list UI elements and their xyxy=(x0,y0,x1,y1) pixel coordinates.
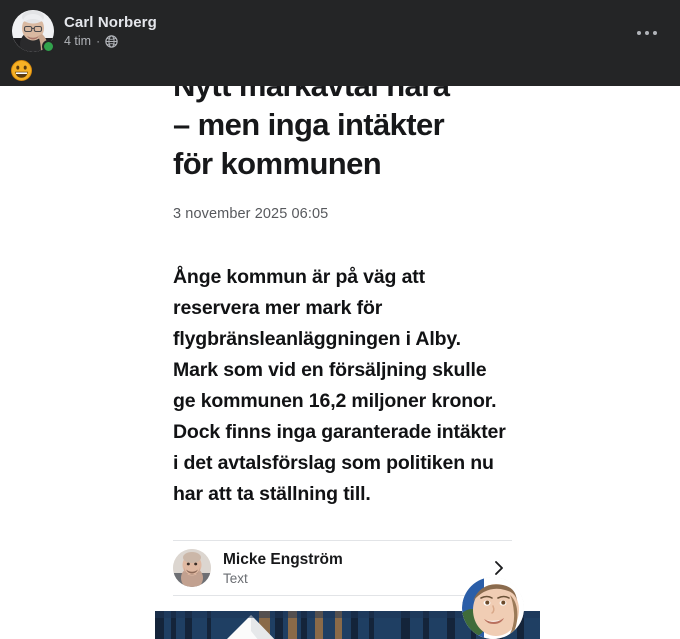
online-status-indicator xyxy=(42,40,55,53)
post-author-meta xyxy=(64,14,157,49)
globe-icon[interactable] xyxy=(105,35,118,48)
post-header xyxy=(0,0,680,86)
article-body xyxy=(155,262,525,510)
post-author-name[interactable]: Carl Norberg xyxy=(64,13,157,31)
chevron-right-icon[interactable] xyxy=(490,559,508,577)
byline-row[interactable] xyxy=(173,540,512,596)
ellipsis-icon-dot xyxy=(653,31,658,36)
byline-avatar xyxy=(173,549,211,587)
article-paragraph-2: Dock finns inga garanterade intäkter i det avtalsförslag som politiken nu har att ta ställning till. xyxy=(173,421,506,505)
floating-video-avatar[interactable] xyxy=(462,577,524,639)
byline-author-name: Micke Engström xyxy=(223,550,343,568)
post-timestamp[interactable]: 4 tim xyxy=(64,33,92,48)
meta-separator: · xyxy=(96,33,101,48)
article-title-line-3: för kommunen xyxy=(173,146,382,181)
article-title-line-2: – men inga intäkter xyxy=(173,107,445,142)
post-meta-line xyxy=(64,34,157,49)
article-column xyxy=(155,0,525,596)
byline-author-role: Text xyxy=(223,570,248,586)
article-timestamp: 3 november 2025 06:05 xyxy=(173,206,329,222)
avatar-wrapper[interactable] xyxy=(12,10,54,52)
post-author-row[interactable] xyxy=(12,10,157,52)
ellipsis-icon-dot xyxy=(637,31,642,36)
grinning-face-emoji[interactable] xyxy=(11,60,32,81)
article-paragraph-1: Ånge kommun är på väg att reservera mer mark för flygbränsleanläggningen i Alby. Mark som vid en försäljning skulle ge kommunen 16,2 miljoner kronor. xyxy=(173,266,497,412)
byline-text xyxy=(223,550,478,587)
ellipsis-icon-dot xyxy=(645,31,650,36)
post-more-options-button[interactable] xyxy=(630,16,664,50)
